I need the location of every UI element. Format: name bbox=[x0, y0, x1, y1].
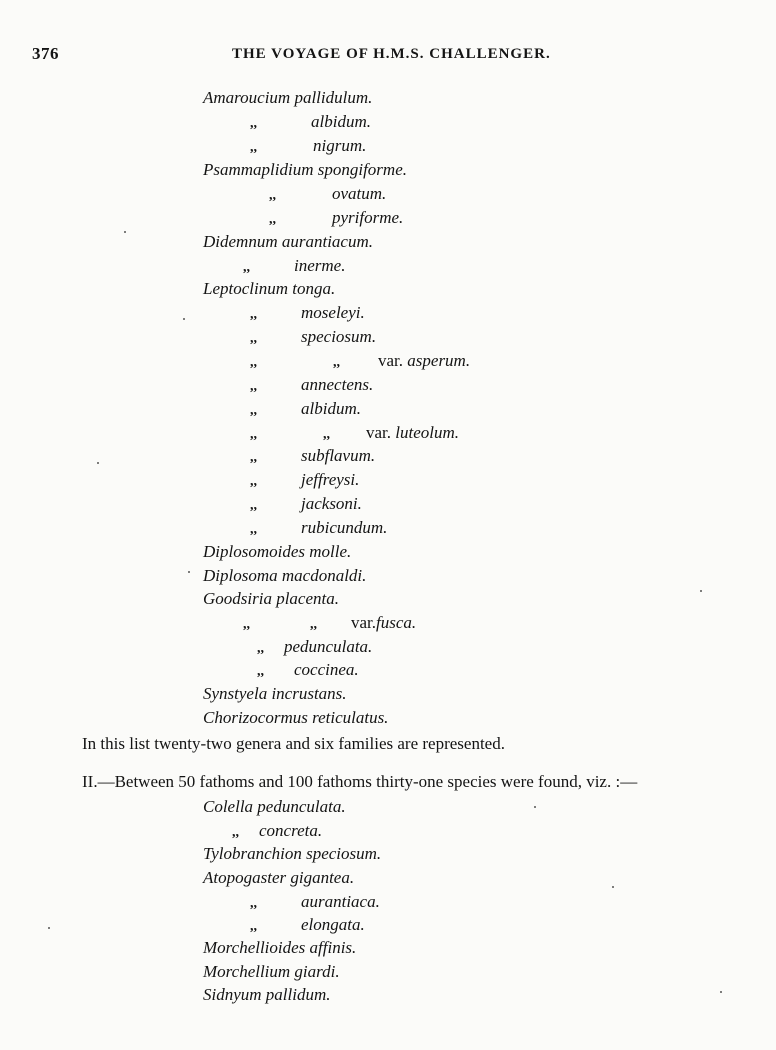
species-entry: Morchellioides affinis. bbox=[203, 938, 357, 957]
species-entry: ,, moseleyi. bbox=[250, 303, 365, 322]
summary-sentence: In this list twenty-two genera and six families are represented. bbox=[82, 734, 505, 753]
species-entry: Synstyela incrustans. bbox=[203, 684, 347, 703]
species-entry: ,, inerme. bbox=[243, 256, 346, 275]
species-entry: ,, ,, var.fusca. bbox=[243, 613, 417, 632]
species-entry: ,, rubicundum. bbox=[250, 518, 388, 537]
species-entry: ,, speciosum. bbox=[250, 327, 377, 346]
species-entry: ,, jacksoni. bbox=[250, 494, 362, 513]
scan-speck bbox=[700, 590, 702, 592]
scan-speck bbox=[612, 886, 614, 888]
species-entry: ,, aurantiaca. bbox=[250, 892, 380, 911]
species-entry: ,, pyriforme. bbox=[269, 208, 404, 227]
section-heading: II.—Between 50 fathoms and 100 fathoms thirty-one species were found, viz. :— bbox=[82, 772, 638, 791]
scan-speck bbox=[48, 927, 50, 929]
scan-speck bbox=[183, 318, 185, 320]
scan-speck bbox=[97, 462, 99, 464]
species-entry: ,, elongata. bbox=[250, 915, 365, 934]
species-entry: ,, concreta. bbox=[232, 821, 323, 840]
species-entry: Psammaplidium spongiforme. bbox=[203, 160, 407, 179]
species-entry: ,, ovatum. bbox=[269, 184, 387, 203]
scan-speck bbox=[188, 571, 190, 573]
species-entry: Tylobranchion speciosum. bbox=[203, 844, 382, 863]
species-entry: Morchellium giardi. bbox=[203, 962, 340, 981]
species-entry: Diplosoma macdonaldi. bbox=[203, 566, 367, 585]
species-entry: Amaroucium pallidulum. bbox=[203, 88, 373, 107]
species-entry: ,, annectens. bbox=[250, 375, 374, 394]
species-entry: ,, ,, var. asperum. bbox=[250, 351, 471, 370]
page-number: 376 bbox=[32, 44, 59, 63]
species-entry: Leptoclinum tonga. bbox=[203, 279, 336, 298]
scan-speck bbox=[534, 806, 536, 808]
species-entry: Diplosomoides molle. bbox=[203, 542, 352, 561]
species-entry: ,, albidum. bbox=[250, 112, 371, 131]
species-entry: Chorizocormus reticulatus. bbox=[203, 708, 389, 727]
species-entry: ,, subflavum. bbox=[250, 446, 376, 465]
species-entry: Didemnum aurantiacum. bbox=[203, 232, 373, 251]
species-entry: ,, ,, var. luteolum. bbox=[250, 423, 460, 442]
scan-speck bbox=[124, 231, 126, 233]
species-entry: Atopogaster gigantea. bbox=[203, 868, 355, 887]
species-entry: Colella pedunculata. bbox=[203, 797, 346, 816]
scan-speck bbox=[720, 991, 722, 993]
running-title: THE VOYAGE OF H.M.S. CHALLENGER. bbox=[232, 46, 551, 62]
species-entry: ,, coccinea. bbox=[257, 660, 359, 679]
species-entry: ,, nigrum. bbox=[250, 136, 367, 155]
species-entry: ,, pedunculata. bbox=[257, 637, 373, 656]
species-entry: Goodsiria placenta. bbox=[203, 589, 339, 608]
species-entry: ,, jeffreysi. bbox=[250, 470, 360, 489]
species-entry: ,, albidum. bbox=[250, 399, 361, 418]
species-entry: Sidnyum pallidum. bbox=[203, 985, 331, 1004]
